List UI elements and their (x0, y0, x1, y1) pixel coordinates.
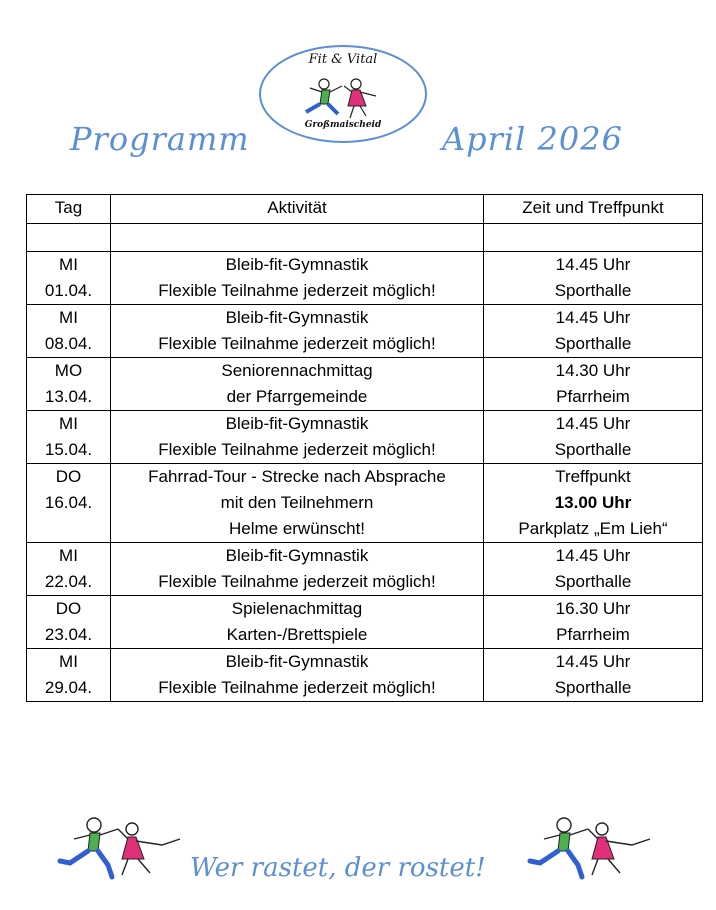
table-row (27, 596, 703, 649)
day-cell: MI (59, 255, 78, 274)
activity-line: Bleib-fit-Gymnastik (225, 255, 369, 274)
place-cell: Sporthalle (554, 440, 632, 459)
page-title-left: Programm (70, 120, 250, 158)
table-row (27, 411, 703, 464)
place-cell: Sporthalle (554, 678, 632, 697)
program-table (26, 194, 703, 702)
table-row (27, 305, 703, 358)
table-header-row (27, 195, 703, 224)
fit-vital-logo (258, 44, 428, 144)
date-cell: 13.04. (44, 387, 93, 406)
activity-line: Bleib-fit-Gymnastik (225, 414, 369, 433)
activity-line: Flexible Teilnahme jederzeit möglich! (158, 678, 436, 697)
empty-row (27, 224, 703, 252)
time-cell: 14.45 Uhr (555, 652, 631, 671)
table-row (27, 649, 703, 702)
logo-title: Fit & Vital (308, 52, 378, 67)
activity-line: Bleib-fit-Gymnastik (225, 308, 369, 327)
time-cell: 14.45 Uhr (555, 308, 631, 327)
place-cell: Parkplatz „Em Lieh“ (518, 519, 668, 538)
date-cell: 23.04. (44, 625, 93, 644)
table-row (27, 543, 703, 596)
time-cell: 13.00 Uhr (554, 493, 632, 512)
column-header-tag: Tag (27, 195, 111, 224)
page-title-right: April 2026 (442, 120, 623, 158)
place-cell: Pfarrheim (556, 387, 630, 406)
table-row (27, 252, 703, 305)
day-cell: MI (59, 652, 78, 671)
date-cell: 01.04. (44, 281, 93, 300)
activity-line: Flexible Teilnahme jederzeit möglich! (158, 440, 436, 459)
day-cell: MI (59, 546, 78, 565)
day-cell: MI (59, 308, 78, 327)
place-cell: Sporthalle (554, 334, 632, 353)
activity-line: Bleib-fit-Gymnastik (225, 546, 369, 565)
day-cell: DO (55, 467, 82, 486)
place-cell: Sporthalle (554, 572, 632, 591)
day-cell: DO (55, 599, 82, 618)
date-cell: 22.04. (44, 572, 93, 591)
time-cell: 14.45 Uhr (555, 255, 631, 274)
meeting-point-label: Treffpunkt (555, 467, 631, 486)
column-header-aktivitaet: Aktivität (111, 195, 484, 224)
table-row (27, 358, 703, 411)
activity-line: Fahrrad-Tour - Strecke nach Absprache (148, 467, 446, 486)
activity-line: Spielenachmittag (231, 599, 363, 618)
dancing-figures-icon (52, 815, 184, 883)
table-row (27, 464, 703, 543)
logo-subtitle: Großmaischeid (304, 120, 382, 130)
time-cell: 14.30 Uhr (555, 361, 631, 380)
dancing-figures-icon (522, 815, 654, 883)
footer-motto: Wer rastet, der rostet! (190, 853, 486, 883)
date-cell: 29.04. (44, 678, 93, 697)
activity-line: mit den Teilnehmern (220, 493, 374, 512)
activity-line: Flexible Teilnahme jederzeit möglich! (158, 334, 436, 353)
column-header-zeit: Zeit und Treffpunkt (484, 195, 703, 224)
time-cell: 14.45 Uhr (555, 546, 631, 565)
date-cell: 16.04. (44, 493, 93, 512)
activity-line: Flexible Teilnahme jederzeit möglich! (158, 281, 436, 300)
place-cell: Pfarrheim (556, 625, 630, 644)
activity-line: Helme erwünscht! (228, 519, 366, 538)
time-cell: 16.30 Uhr (555, 599, 631, 618)
date-cell: 15.04. (44, 440, 93, 459)
activity-line: der Pfarrgemeinde (226, 387, 368, 406)
activity-line: Karten-/Brettspiele (226, 625, 368, 644)
date-cell: 08.04. (44, 334, 93, 353)
activity-line: Seniorennachmittag (221, 361, 373, 380)
day-cell: MO (54, 361, 83, 380)
activity-line: Flexible Teilnahme jederzeit möglich! (158, 572, 436, 591)
activity-line: Bleib-fit-Gymnastik (225, 652, 369, 671)
place-cell: Sporthalle (554, 281, 632, 300)
time-cell: 14.45 Uhr (555, 414, 631, 433)
day-cell: MI (59, 414, 78, 433)
